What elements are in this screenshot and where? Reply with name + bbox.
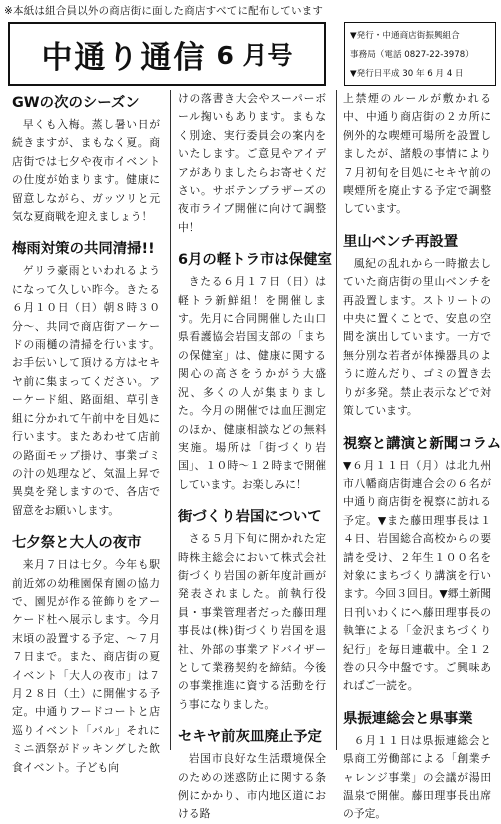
article-heading: 梅雨対策の共同清掃!!	[12, 241, 155, 258]
article-heading: 七夕祭と大人の夜市	[12, 535, 142, 552]
article-paragraph: 上禁煙のルールが敷かれる中、中通り商店街の２カ所に例外的な喫煙可場所を設置しましたが、諸般の事情により７月初旬を目処にセキヤ前の喫煙所を廃止する予定で調整しています。	[343, 92, 491, 216]
masthead	[8, 22, 326, 86]
section-gap	[343, 421, 491, 431]
publisher-line: ▼発行・中通商店街振興組合	[350, 31, 460, 41]
section-gap	[12, 520, 160, 530]
article-paragraph: さる５月下旬に開かれた定時株主総会において株式会社街づくり岩国の新年度計画が発表されました。前執行役員・事業管理者だった藤田理事長は(株)街づくり岩国を退社、外部の事業アドバイザーとして業務契約を締結。今後の事業推進に資する活動を行う事になりました。	[178, 532, 326, 711]
issue-label: 6 月号	[216, 41, 293, 70]
article-paragraph: 風紀の乱れから一時撤去していた商店街の里山ベンチを再設置します。ストリートの中央に置くことで、安息の空間を演出しています。一方で無分別な若者が体操器具のように遊んだり、ゴミの置き去りが多発。禁止表示などで対策しています。	[343, 256, 491, 418]
section-gap	[178, 237, 326, 247]
article-paragraph: ゲリラ豪雨といわれるようになって久しい昨今。きたる６月１０日（日）朝８時３０分〜、共同で商店街アーケードの雨樋の清掃を行います。お手伝いして頂ける方はセキヤ前に集まってください。アーケード組、路面組、草引き組に分かれて午前中を目処に行います。またあわせて店前の路面モップ掛け、事業ゴミの汁の処理など、気温上昇で異臭を発しますので、各店で留意をお願いします。	[12, 264, 160, 517]
article-paragraph: 来月７日は七夕。今年も駅前近郊の幼稚園保育園の協力で、園児が作る笹飾りをアーケード杜へ展示します。今月末頃の設置する予定、〜７月７日まで。また、商店街の夏イベント「大人の夜市」は７月２８日（土）に開催する予定。中通りフードコートと店巡りイベント「バル」それにミニ酒祭がドッキングした飲食イベント。子ども向	[12, 558, 160, 774]
article-heading: 6月の軽トラ市は保健室	[178, 252, 332, 269]
newsletter-title: 中通り通信	[41, 39, 207, 76]
column-divider	[170, 90, 171, 750]
publication-info	[344, 22, 496, 86]
article-paragraph: きたる６月１７日（日）は軽トラ新鮮組！を開催します。先月に合同開催した山口県看護協会岩国支部の「まちの保健室」は、健康に関する関心の高さをうかがう大盛況、多くの人が集まりました。今月の開催では血圧測定のほか、健康相談などの無料実施。場所は「街づくり岩国」、１０時〜１２時まで開催しています。お楽しみに！	[178, 275, 326, 491]
section-gap	[12, 226, 160, 236]
column-2	[178, 90, 332, 821]
section-gap	[343, 219, 491, 229]
article-heading: 里山ベンチ再設置	[343, 233, 459, 250]
column-3	[343, 90, 501, 821]
distribution-note: ※本紙は組合員以外の商店街に面した商店すべてに配布しています	[4, 5, 324, 17]
article-heading: 街づくり岩国について	[178, 509, 322, 526]
article-paragraph: ▼６月１１日（月）は北九州市八幡商店街連合会の６名が中通り商店街を視察に訪れる予定。▼また藤田理事長は１４日、岩国総合高校からの要請を受け、２年生１００名を対象にまちづくり講演を行います。今回３回目。▼郷土新聞日刊いわくにへ藤田理事長の執筆による「金沢まちづくり紀行」を毎日連載中。全１２巻の只今中盤です。ご興味あればご一読を。	[343, 458, 491, 693]
article-heading: GWの次のシーズン	[12, 95, 140, 111]
article-paragraph: けの落書き大会やスーパーボール掬いもあります。まもなく別途、実行委員会の案内をいたします。ご意見やアイデアがありましたらお寄せください。サボテンブラザーズの夜市ライブ開催に向けて調整中！	[178, 92, 326, 234]
section-gap	[343, 696, 491, 706]
article-paragraph: ６月１１日は県振連総会と県商工労働部による「創業チャレンジ事業」の会議が湯田温泉で開催。藤田理事長出席の予定。	[343, 733, 491, 821]
section-gap	[178, 714, 326, 724]
article-heading: 県振連総会と県事業	[343, 710, 473, 727]
section-gap	[178, 494, 326, 504]
article-paragraph: 岩国市良好な生活環境保全のための迷惑防止に関する条例にかかり、市内地区道における路	[178, 752, 326, 821]
article-heading: セキヤ前灰皿廃止予定	[178, 729, 322, 746]
date-line: ▼発行日平成 30 年 6 月 4 日	[350, 69, 464, 79]
article-paragraph: 早くも入梅。蒸し暑い日が続きますが、まもなく夏。商店街では七夕や夜市イベントの仕度が始まります。健康に留意しながら、ガッツリと元気な夏商戦を迎えましょう！	[12, 118, 160, 224]
office-line: 事務局（電話 0827-22-3978）	[350, 50, 474, 60]
column-1	[12, 90, 160, 774]
article-heading: 視察と講演と新聞コラム	[343, 435, 501, 452]
column-divider	[336, 90, 337, 750]
